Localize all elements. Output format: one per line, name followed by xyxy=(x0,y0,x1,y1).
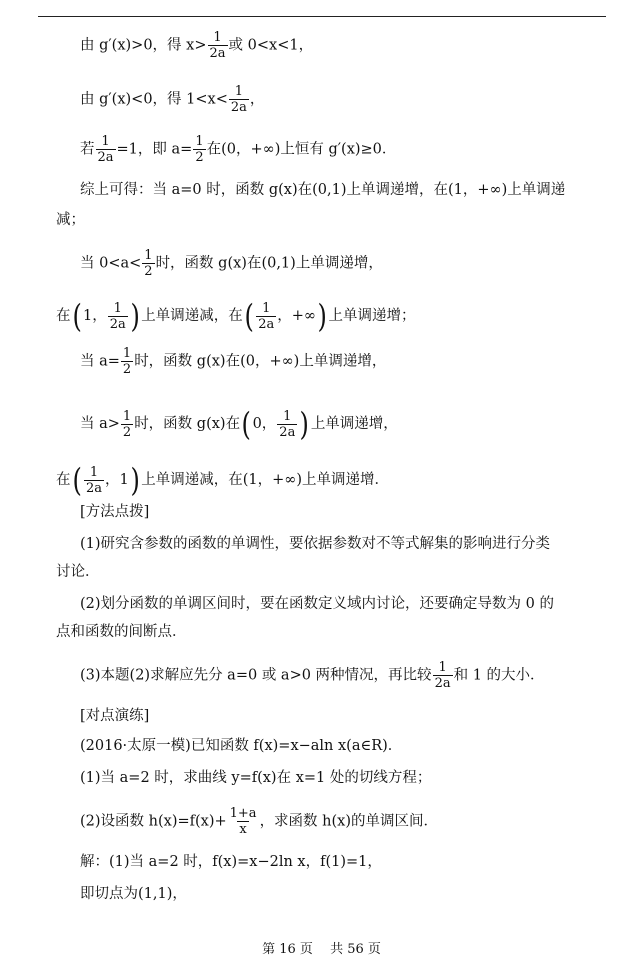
text-line-1: 由 g′(x)>0，得 x> $\frac{1}{2a}$ 或 0<x<1， xyxy=(80,30,314,61)
text-line-11: (1)研究含参数的函数的单调性，要依据参数对不等式解集的影响进行分类 xyxy=(80,536,551,552)
header-rule xyxy=(38,16,606,17)
text-line-18: 解：(1)当 a=2 时，f(x)=x−2ln x，f(1)=1， xyxy=(80,854,382,870)
fraction: $\frac{1}{2a}$ xyxy=(230,84,247,115)
text-line-19: 即切点为(1,1)， xyxy=(80,886,187,902)
fraction: $\frac{1}{2}$ xyxy=(144,248,153,279)
fraction: $\frac{1}{2}$ xyxy=(122,408,132,440)
fraction: $\frac{1}{2a}$ xyxy=(209,30,226,61)
text-line-6: 在( 1， $\frac{1}{2a}$ ) 上单调递减，在( $\frac{1}{2a}$ ，+∞) 上单调递增； xyxy=(56,297,416,335)
text-line-15: (2016·太原一模)已知函数 f(x)=x−aln x(a∈R)． xyxy=(80,738,403,754)
fraction: $\frac{1}{2a}$ xyxy=(434,660,451,691)
text-line-12: (2)划分函数的单调区间时，要在函数定义域内讨论，还要确定导数为 0 的 xyxy=(80,596,554,612)
fraction: $\frac{1}{2}$ xyxy=(122,346,132,377)
fraction: $\frac{1}{2a}$ xyxy=(279,408,296,440)
text-line-11b: 讨论． xyxy=(56,564,100,580)
fraction: $\frac{1}{2a}$ xyxy=(258,300,275,332)
text-line-4: 综上可得：当 a=0 时，函数 g(x)在(0,1)上单调递增，在(1，+∞)上单调递 xyxy=(80,182,566,198)
fraction: $\frac{1}{2a}$ xyxy=(97,134,114,165)
text-line-9: 在( $\frac{1}{2a}$ ，1) 上单调递减，在(1，+∞)上单调递增． xyxy=(56,461,390,499)
text-line-13: (3)本题(2)求解应先分 a=0 或 a>0 两种情况，再比较 $\frac{1}{2a}$ 和 1 的大小． xyxy=(80,660,545,691)
text-line-17: (2)设函数 h(x)=f(x)+ $\frac{1+a}{x}$ ，求函数 h(x)的单调区间． xyxy=(80,806,439,837)
page-footer: 第 16 页 共 56 页 xyxy=(262,942,381,957)
fraction: $\frac{1+a}{x}$ xyxy=(229,806,257,837)
fraction: $\frac{1}{2a}$ xyxy=(85,464,103,496)
text-line-5: 当 0<a< $\frac{1}{2}$ 时，函数 g(x)在(0,1)上单调递增， xyxy=(80,248,383,279)
section-heading: [对点演练] xyxy=(80,708,150,724)
section-heading: [方法点拨] xyxy=(80,504,150,520)
fraction: $\frac{1}{2}$ xyxy=(195,134,204,165)
text-line-16: (1)当 a=2 时，求曲线 y=f(x)在 x=1 处的切线方程； xyxy=(80,770,432,786)
text-line-2: 由 g′(x)<0，得 1<x< $\frac{1}{2a}$ ， xyxy=(80,84,265,115)
text-line-3: 若 $\frac{1}{2a}$ =1，即 a= $\frac{1}{2}$ 在(0，+∞)上恒有 g′(x)≥0． xyxy=(80,134,397,165)
text-line-12b: 点和函数的间断点． xyxy=(56,624,187,640)
text-line-7: 当 a= $\frac{1}{2}$ 时，函数 g(x)在(0，+∞)上单调递增， xyxy=(80,346,387,377)
text-line-8: 当 a> $\frac{1}{2}$ 时，函数 g(x)在( 0， $\frac{1}{2a}$ ) 上单调递增， xyxy=(80,405,398,443)
fraction: $\frac{1}{2a}$ xyxy=(109,300,126,332)
text-line-4b: 减； xyxy=(56,212,85,228)
